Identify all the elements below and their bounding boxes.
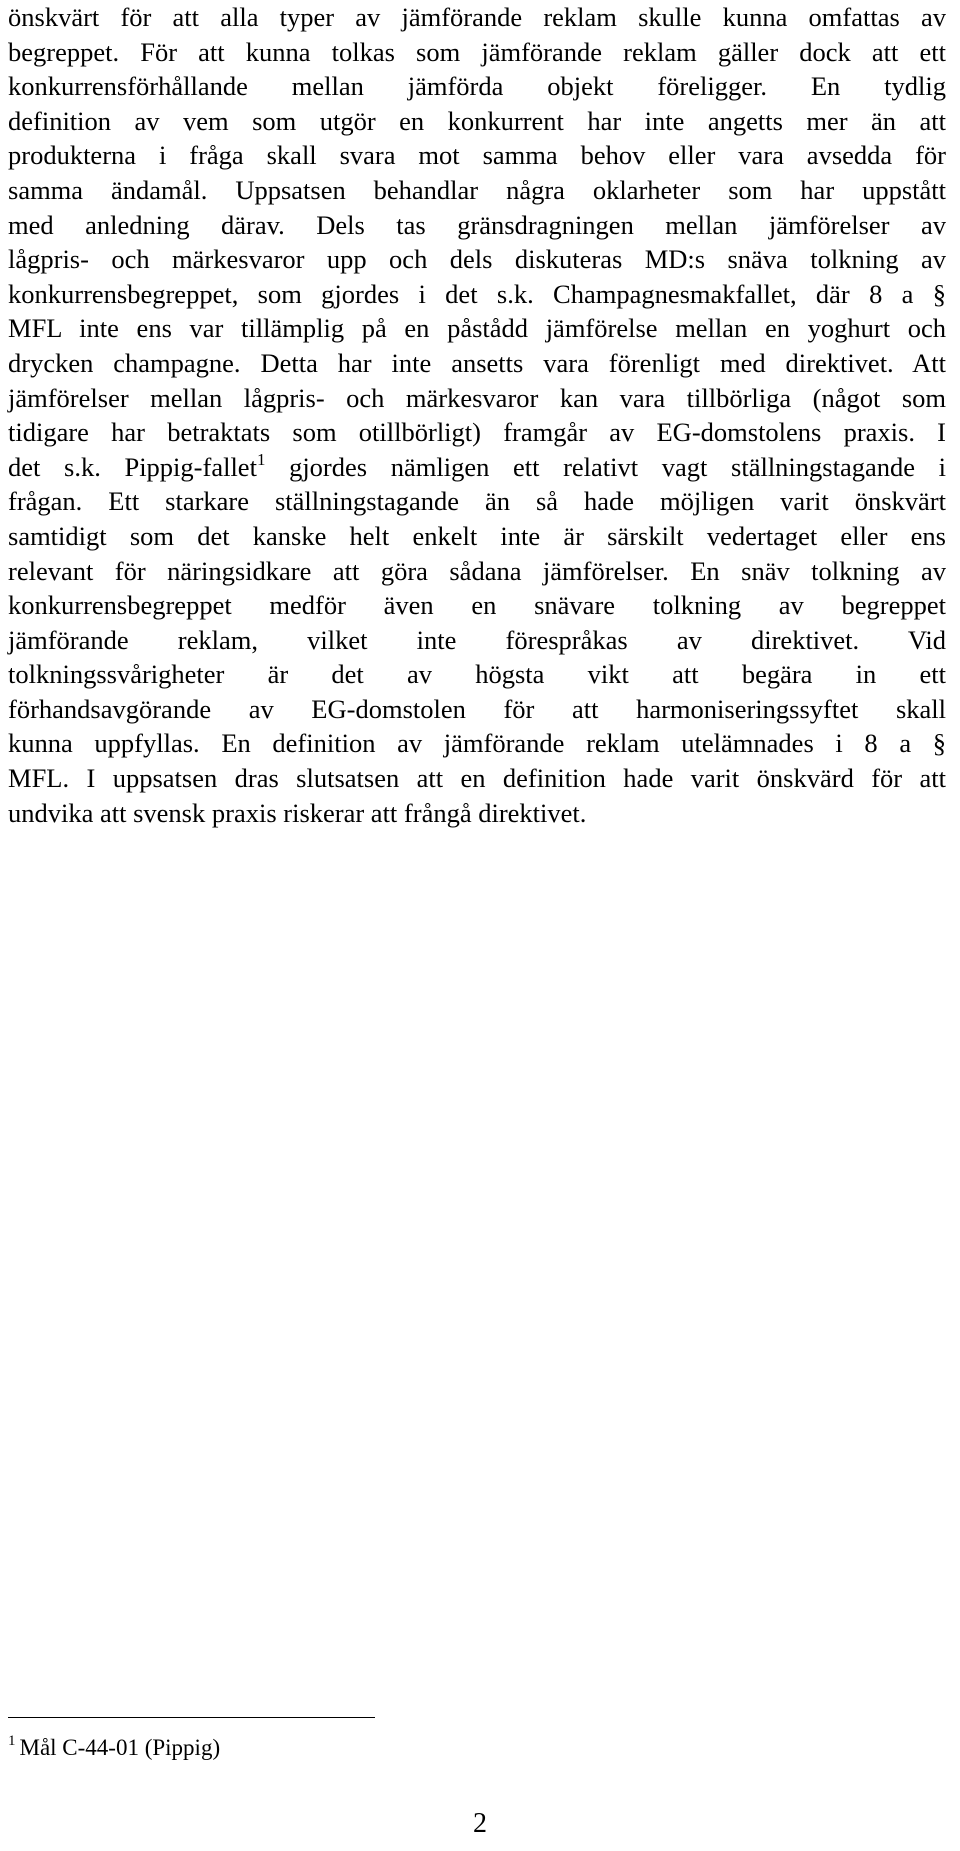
body-line-with-footnote-ref <box>8 450 946 485</box>
body-line: samtidigt som det kanske helt enkelt inte är särskilt vedertaget eller ens <box>8 520 946 551</box>
body-line: tolkningssvårigheter är det av högsta vikt att begära in ett <box>8 659 946 690</box>
footnote <box>8 1733 220 1763</box>
page-number: 2 <box>473 1808 487 1839</box>
body-line: begreppet. För att kunna tolkas som jämförande reklam gäller dock att ett <box>8 36 946 67</box>
body-line-final: undvika att svensk praxis riskerar att frångå direktivet. <box>8 797 587 828</box>
body-line: konkurrensbegreppet, som gjordes i det s.k. Champagnesmakfallet, där 8 a § <box>8 278 946 309</box>
footnote-reference[interactable]: 1 <box>256 449 266 469</box>
body-line: med anledning därav. Dels tas gränsdragningen mellan jämförelser av <box>8 209 946 240</box>
body-line: konkurrensförhållande mellan jämförda objekt föreligger. En tydlig <box>8 71 946 102</box>
body-line: relevant för näringsidkare att göra sådana jämförelser. En snäv tolkning av <box>8 555 946 586</box>
footnote-text: Mål C-44-01 (Pippig) <box>19 1735 221 1760</box>
body-line: MFL. I uppsatsen dras slutsatsen att en definition hade varit önskvärd för att <box>8 763 946 794</box>
body-line-text: gjordes nämligen ett relativt vagt ställningstagande i <box>265 451 946 482</box>
body-line-text: det s.k. Pippig-fallet <box>8 451 257 482</box>
body-line: MFL inte ens var tillämplig på en påstådd jämförelse mellan en yoghurt och <box>8 313 946 344</box>
body-line: förhandsavgörande av EG-domstolen för att harmoniseringssyftet skall <box>8 693 946 724</box>
body-line: jämförelser mellan lågpris- och märkesvaror kan vara tillbörliga (något som <box>8 382 946 413</box>
footnote-number: 1 <box>8 1733 16 1749</box>
footnote-divider <box>8 1717 375 1718</box>
body-line: frågan. Ett starkare ställningstagande än så hade möjligen varit önskvärt <box>8 486 946 517</box>
body-line: produkterna i fråga skall svara mot samma behov eller vara avsedda för <box>8 140 946 171</box>
body-line: lågpris- och märkesvaror upp och dels diskuteras MD:s snäva tolkning av <box>8 244 946 275</box>
body-line: drycken champagne. Detta har inte ansetts vara förenligt med direktivet. Att <box>8 347 946 378</box>
body-text <box>8 0 946 830</box>
body-line: samma ändamål. Uppsatsen behandlar några oklarheter som har uppstått <box>8 174 946 205</box>
body-line: önskvärt för att alla typer av jämförande reklam skulle kunna omfattas av <box>8 2 946 32</box>
body-line: kunna uppfyllas. En definition av jämförande reklam utelämnades i 8 a § <box>8 728 946 759</box>
body-line: jämförande reklam, vilket inte förespråkas av direktivet. Vid <box>8 624 946 655</box>
body-line: konkurrensbegreppet medför även en snävare tolkning av begreppet <box>8 590 946 621</box>
body-line: definition av vem som utgör en konkurrent har inte angetts mer än att <box>8 105 946 136</box>
body-line: tidigare har betraktats som otillbörligt) framgår av EG-domstolens praxis. I <box>8 417 946 448</box>
